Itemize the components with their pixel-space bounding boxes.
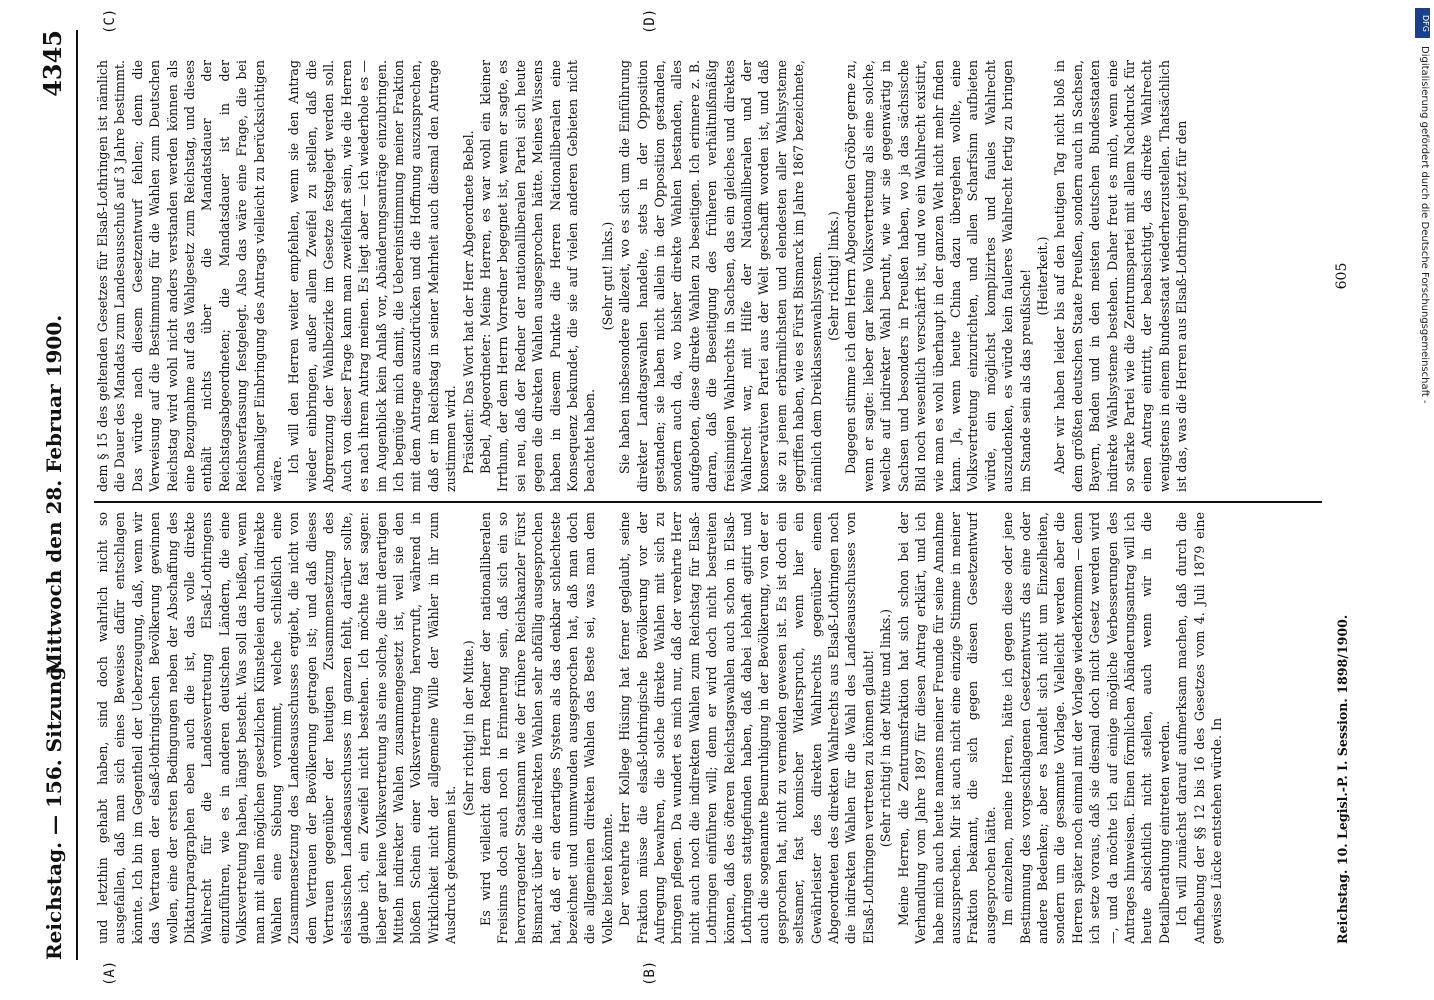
paragraph: Sie haben insbesondere allezeit, wo es sich um die Einführung direkter Landtagswahlen handelte, stets in der Opposition gestanden; sie haben nicht allein in der Opposition gestanden, sondern auch da, wo bisher direkte Wahlen bestanden, alles aufgeboten, diese direkte Wahlen zu beseitigen. Ich erinnere z. B. daran, daß die Beseitigung des früheren verhältnißmäßig freisinnigen Wahlrechts in Sachsen, das ein gleiches und direktes Wahlrecht war, mit Hilfe der Nationalliberalen und der konservativen Partei aus der Welt geschafft worden ist, und daß sie zu jenem erbärmlichsten und elendesten aller Wahlsysteme gegriffen haben, wie es Fürst Bismarck im Jahre 1867 bezeichnete, nämlich dem Dreiklassenwahlsystem. — [617, 60, 824, 492]
margin-marker-d: (D) — [642, 8, 658, 34]
margin-marker-c: (C) — [102, 8, 118, 34]
footer-sheet-number: 605 — [1334, 262, 1350, 290]
column-divider — [94, 501, 1322, 503]
margin-marker-a: (A) — [102, 960, 118, 986]
interjection: (Sehr richtig! links.) — [826, 211, 842, 341]
paragraph: Der verehrte Herr Kollege Hüsing hat ferner geglaubt, seine Fraktion müsse die elsaß-lothringische Bevölkerung vor der Aufregung bewahren, die solche direkte Wahlen mit sich zu bringen pflegen. Da wundert es mich nur, daß der verehrte Herr nicht auch noch die indirekten Wahlen zum Reichstag für Elsaß-Lothringen einführen will; denn er wird doch nicht bestreiten können, daß des öfteren Reichstagswahlen auch schon in Elsaß-Lothringen stattgefunden haben, daß dabei lebhaft agitirt und auch die sogenannte Beunruhigung in der Bevölkerung, von der er gesprochen hat, nicht zu vermeiden gewesen ist. Es ist doch ein seltsamer, fast komischer Widerspruch, wenn hier ein Gewährleister des direkten Wahlrechts gegenüber einem Abgeordneten des direkten Wahlrechts aus Elsaß-Lothringen noch die indirekten Wahlen für die Wahl des Landesausschusses von Elsaß-Lothringen vertreten zu können glaubt! — [617, 512, 876, 944]
header-session: Reichstag. — 156. Sitzung. — [42, 659, 66, 960]
paragraph: Ich will zunächst darauf aufmerksam machen, daß durch die Aufhebung der §§ 12 bis 16 des Gesetzes vom 4. Juli 1879 eine gewisse Lücke entstehen würde. In — [1174, 512, 1224, 944]
speaker-paragraph: Präsident: Das Wort hat der Herr Abgeordnete Bebel. — [460, 130, 476, 474]
dfg-logo: DFG — [1415, 8, 1430, 38]
page-header — [32, 30, 78, 960]
paragraph: Im einzelnen, meine Herren, hätte ich gegen diese oder jene Bestimmung des vorgeschlagenen Gesetzentwurfs das eine oder andere Bedenken; aber es handelt sich nicht um Einzelheiten, sondern um die gesammte Vorlage. Vielleicht werden aber die Herren später noch einmal mit der Vorlage wiederkommen — denn ich setze voraus, daß sie diesmal doch nicht Gesetz werden wird —, und da möchte ich auf einige mögliche Verbesserungen des Antrages hinweisen. Einen förmlichen Abänderungsantrag will ich heute absichtlich nicht stellen, auch wenn wir in die Detailberathung eintreten werden. — [1000, 512, 1172, 944]
interjection: (Sehr richtig! in der Mitte.) — [460, 640, 476, 816]
paragraph: dem § 15 des geltenden Gesetzes für Elsaß-Lothringen ist nämlich die Dauer des Mandats zum Landesausschuß auf 3 Jahre bestimmt. Das würde nach diesem Gesetzentwurf fehlen; denn die Verweisung auf die Bestimmung für die Wahlen zum Deutschen Reichstag wird wohl nicht anders verstanden werden können als eine Bezugnahme auf das Wahlgesetz zum Reichstag, und dieses enthält nichts über die Mandatsdauer der Reichstagsabgeordneten; die Mandatsdauer ist in der Reichsverfassung festgelegt. Also das wäre eine Frage, die bei nochmaliger Einbringung des Antrags vielleicht zu berücksichtigen wäre. — [95, 60, 285, 492]
text-column-left — [94, 512, 1322, 944]
footer-session-info: Reichstag. 10. Legisl.-P. I. Session. 1898/1900. — [1335, 614, 1350, 944]
header-date: Mittwoch den 28. Februar 1900. — [42, 314, 66, 676]
paragraph: Meine Herren, die Zentrumsfraktion hat sich schon bei der Verhandlung vom Jahre 1897 für diesen Antrag erklärt, und ich habe mich auch heute namens meiner Freunde für seine Annahme auszusprechen. Mir ist auch nicht eine einzige Stimme in meiner Fraktion bekannt, die sich gegen diesen Gesetzentwurf ausgesprochen hätte. — [895, 512, 998, 944]
digitization-credit — [1414, 6, 1432, 806]
speaker-paragraph: Bebel, Abgeordneter: Meine Herren, es war wohl ein kleiner Irrthum, der dem Herrn Vorredner begegnet ist, wenn er sagte, es sei neu, daß der Redner der nationalliberalen Partei sich heute gegen die direkten Wahlen ausgesprochen hätte. Meines Wissens haben in diesem Punkte die Herren Nationalliberalen eine Konsequenz bekundet, die sie auf vielen anderen Gebieten nicht beachtet haben. — [477, 60, 598, 492]
credit-text: Digitalisierung gefördert durch die Deutsche Forschungsgemeinschaft - — [1419, 46, 1430, 404]
paragraph: Dagegen stimme ich dem Herrn Abgeordneten Gröber gerne zu, wenn er sagte: lieber gar keine Volksvertretung als eine solche, welche auf indirekter Wahl beruht, wie wir sie gegenwärtig in Sachsen und besonders in Preußen haben, wo ja das sächsische Bild noch wesentlich verschärft ist, und wo ein Wahlrecht existirt, wie man es wohl überhaupt in der ganzen Welt nicht mehr finden kann. Ja, wenn heute China dazu übergehen wollte, eine Volksvertretung einzurichten, und allen Scharfsinn aufbieten würde, ein möglichst komplizirtes und faules Wahlrecht auszudenken, es würde kein fauleres Wahlrecht fertig zu bringen im Stande sein als das preußische! — [843, 60, 1033, 492]
interjection: (Sehr richtig! in der Mitte und links.) — [878, 608, 894, 848]
page-number: 4345 — [38, 30, 67, 97]
interjection: (Heiterkeit.) — [1034, 236, 1050, 316]
text-column-right — [94, 60, 1322, 492]
rotated-document-page — [2, 0, 1382, 1000]
paragraph: Ich will den Herren weiter empfehlen, wenn sie den Antrag wieder einbringen, außer allem Zweifel zu stellen, daß die Abgrenzung der Wahlbezirke im Gesetze festgelegt werden soll. Auch von dieser Frage kann man zweifelhaft sein, wie die Herren es nach ihrem Antrag meinen. Es liegt aber — ich wiederhole es — im Augenblick kein Anlaß vor, Abänderungsanträge einzubringen. Ich begnüge mich damit, die Uebereinstimmung meiner Fraktion mit dem Antrage auszudrücken und die Hoffnung auszusprechen, daß er im Reichstag in seiner Mehrheit auch diesmal den Antrage zustimmen wird. — [286, 60, 459, 492]
interjection: (Sehr gut! links.) — [599, 221, 615, 331]
paragraph: Es wird vielleicht dem Herrn Redner der nationalliberalen Freisinns doch auch noch in Erinnerung sein, daß sich ein so hervorragender Staatsmann wie der frühere Reichskanzler Fürst Bismarck über die indirekten Wahlen sehr abfällig ausgesprochen hat, daß er ein derartiges System als das denkbar schlechteste bezeichnet und unumwunden ausgesprochen hat, daß man doch die allgemeinen direkten Wahlen das Beste sei, was man dem Volke bieten könnte. — [477, 512, 615, 944]
paragraph: und letzthin gehabt haben, sind doch wahrlich nicht so ausgefallen, daß man sich eines Beweises dafür entschlagen könnte. Ich bin im Gegentheil der Ueberzeugung, daß, wenn wir das Vertrauen der elsaß-lothringischen Bevölkerung gewinnen wollen, eine der ersten Bedingungen neben der Abschaffung des Diktaturparagraphen eben auch die ist, das volle direkte Wahlrecht für die Landesvertretung Elsaß-Lothringens einzuführen, wie es in anderen deutschen Ländern, die eine Volksvertretung haben, längst besteht. Was soll das heißen, wenn man mit allen möglichen gesetzlichen Künsteleien durch indirekte Wahlen eine Siebung vornimmt, welche schließlich eine Zusammensetzung des Landesausschusses ergiebt, die nicht von dem Vertrauen der Bevölkerung getragen ist; und daß dieses Vertrauen gegenüber der heutigen Zusammensetzung des elsässischen Landesausschusses im ganzen fehlt, darüber sollte, glaube ich, ein Zweifel nicht bestehen. Ich möchte fast sagen: lieber gar keine Volksvertretung als eine solche, die mit derartigen Mitteln indirekter Wahlen zusammengesetzt ist, weil sie den bloßen Schein einer Volksvertretung hervorruft, während in Wirklichkeit nicht der allgemeine Wille der Wähler in ihr zum Ausdruck gekommen ist. — [95, 512, 459, 944]
paragraph: Aber wir haben leider bis auf den heutigen Tag nicht bloß in dem größten deutschen Staate Preußen, sondern auch in Sachsen, Bayern, Baden und in den meisten deutschen Bundesstaaten indirekte Wahlsysteme bestehen. Daher freut es mich, wenn eine so starke Partei wie die Zentrumspartei mit allem Nachdruck für einen Antrag eintritt, der beabsichtigt, das direkte Wahlrecht wenigstens in einem Bundesstaat wiederherzustellen. Thatsächlich ist das, was die Herren aus Elsaß-Lothringen jetzt für den — [1052, 60, 1190, 492]
margin-marker-b: (B) — [642, 960, 658, 986]
